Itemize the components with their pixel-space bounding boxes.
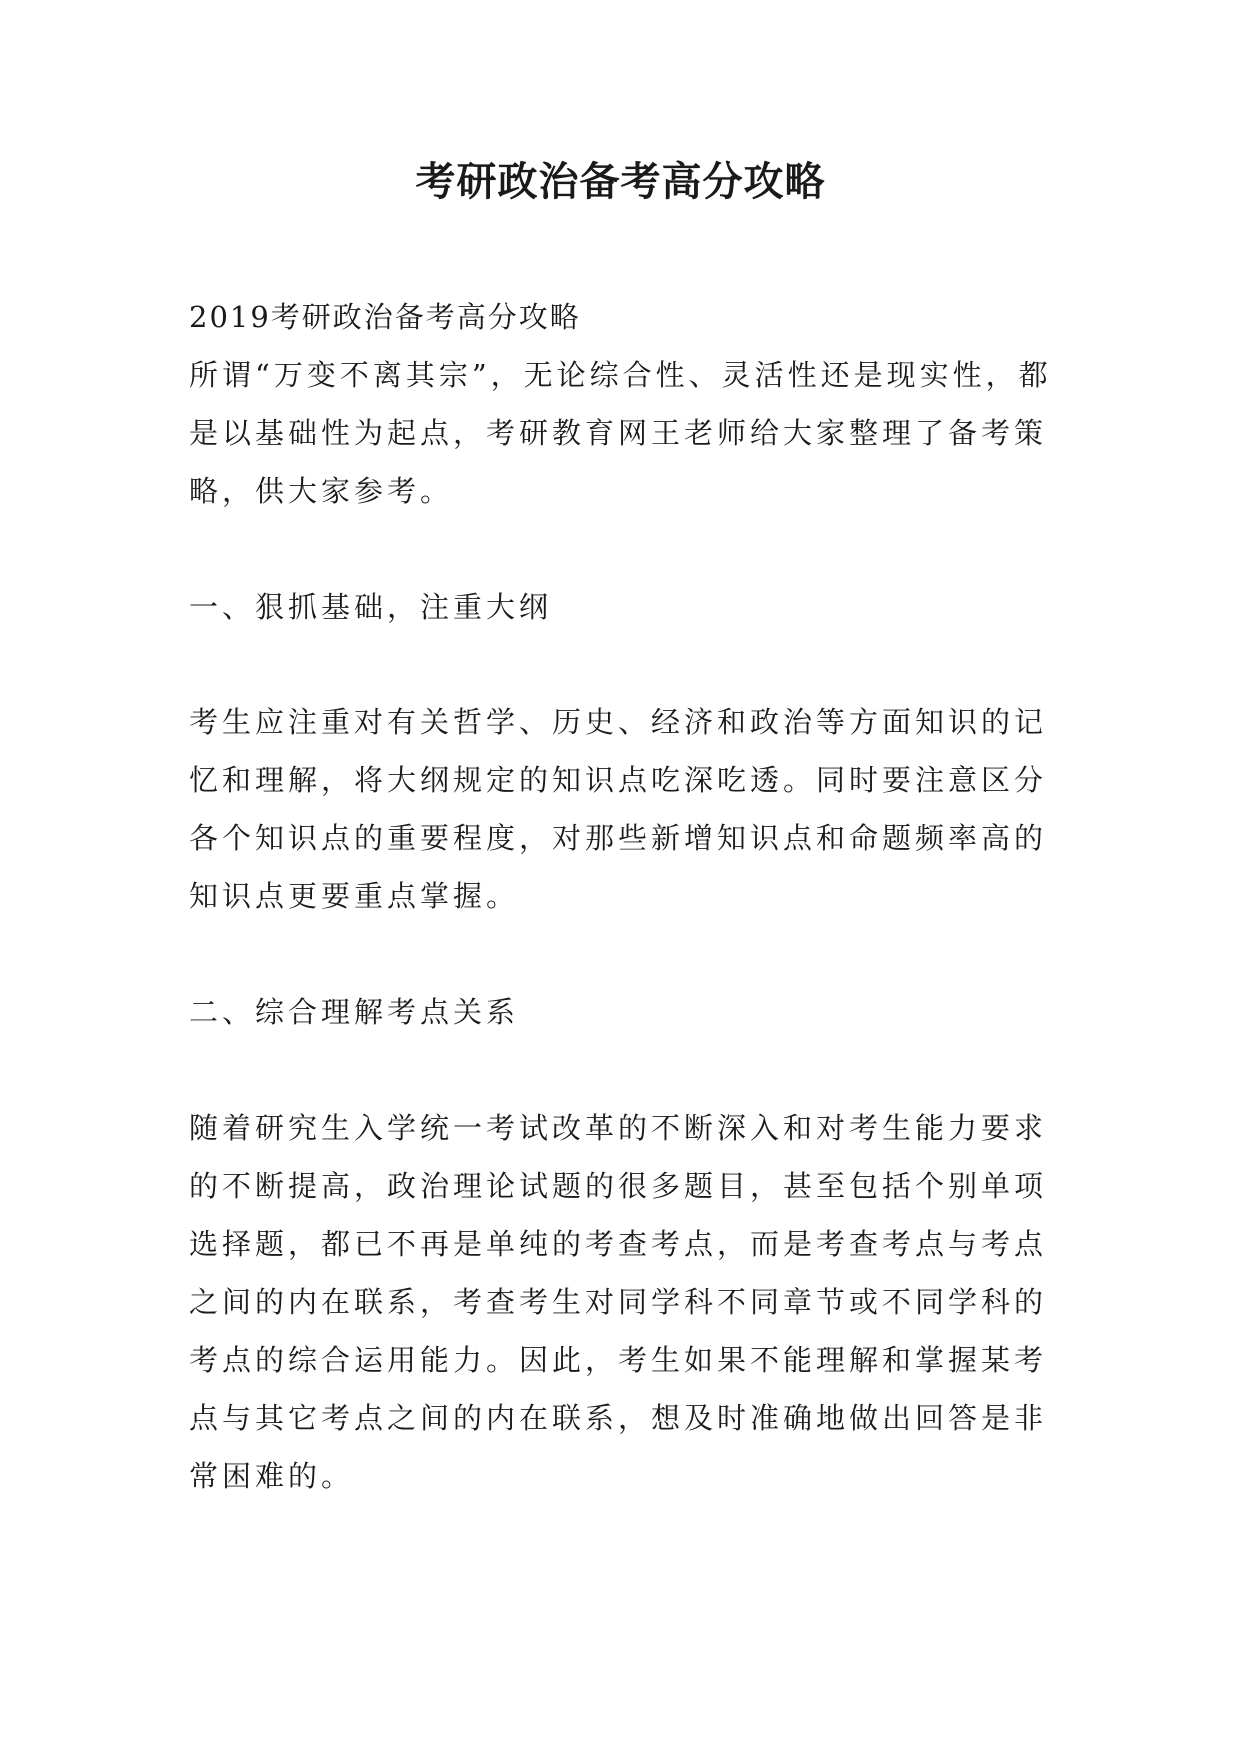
intro-paragraph: 所谓“万变不离其宗”，无论综合性、灵活性还是现实性，都是以基础性为起点，考研教育网王老师给大家整理了备考策略，供大家参考。 xyxy=(189,358,1052,508)
section-paragraph-1: 考生应注重对有关哲学、历史、经济和政治等方面知识的记忆和理解，将大纲规定的知识点吃深吃透。同时要注意区分各个知识点的重要程度，对那些新增知识点和命题频率高的知识点更要重点掌握。 xyxy=(189,705,1048,913)
section-heading-2: 二、综合理解考点关系 xyxy=(189,995,520,1029)
document-subtitle: 2019考研政治备考高分攻略 xyxy=(189,300,581,334)
document-title: 考研政治备考高分攻略 xyxy=(415,159,826,205)
section-paragraph-2: 随着研究生入学统一考试改革的不断深入和对考生能力要求的不断提高，政治理论试题的很多题目，甚至包括个别单项选择题，都已不再是单纯的考查考点，而是考查考点与考点之间的内在联系，考查考生对同学科不同章节或不同学科的考点的综合运用能力。因此，考生如果不能理解和掌握某考点与其它考点之间的内在联系，想及时准确地做出回答是非常困难的。 xyxy=(189,1111,1048,1493)
section-heading-1: 一、狠抓基础，注重大纲 xyxy=(189,590,553,624)
